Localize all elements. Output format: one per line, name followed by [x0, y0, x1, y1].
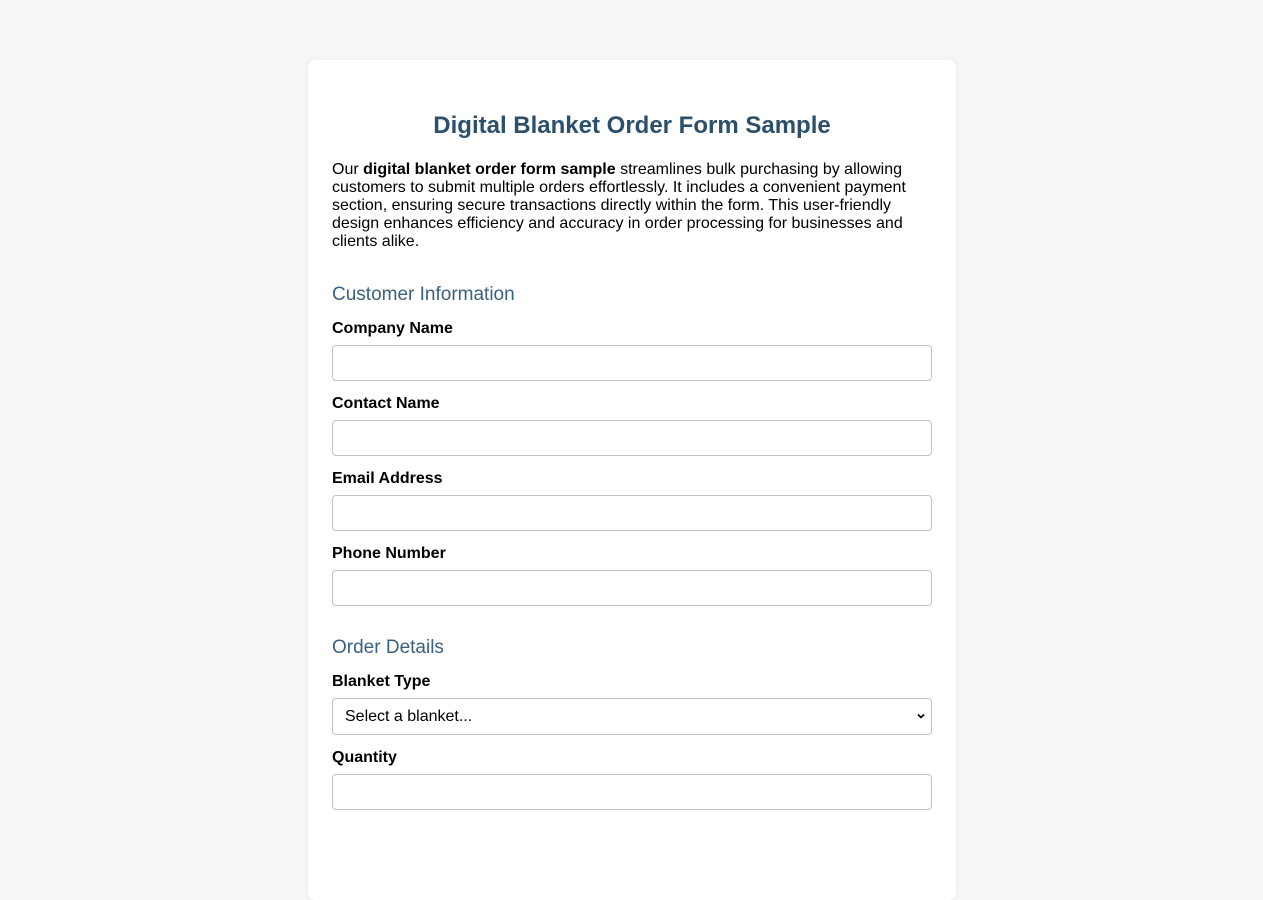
- blanket-type-select[interactable]: [332, 698, 932, 735]
- section-heading-order: Order Details: [332, 637, 444, 658]
- email-address-input[interactable]: [332, 495, 932, 531]
- blanket-type-selected-value: Select a blanket...: [345, 708, 473, 725]
- phone-number-label: Phone Number: [332, 545, 446, 562]
- contact-name-input[interactable]: [332, 420, 932, 456]
- order-form-card: [308, 60, 956, 900]
- contact-name-label: Contact Name: [332, 395, 440, 412]
- page-title: Digital Blanket Order Form Sample: [433, 112, 831, 139]
- company-name-input[interactable]: [332, 345, 932, 381]
- phone-number-input[interactable]: [332, 570, 932, 606]
- company-name-label: Company Name: [332, 320, 453, 337]
- quantity-input[interactable]: [332, 774, 932, 810]
- intro-prefix: Our: [332, 161, 364, 178]
- email-address-label: Email Address: [332, 470, 443, 487]
- intro-suffix: streamlines bulk purchasing by allowing customers to submit multiple orders effortlessly. It includes a convenient payment section, ensuring secure transactions directly within the form. This user-friendly design enhances efficiency and accuracy in order processing for businesses and clients alike.: [332, 161, 906, 250]
- intro-bold: digital blanket order form sample: [363, 161, 616, 178]
- quantity-label: Quantity: [332, 749, 397, 766]
- section-heading-customer: Customer Information: [332, 284, 515, 305]
- blanket-type-label: Blanket Type: [332, 673, 431, 690]
- intro-paragraph: [332, 161, 932, 251]
- chevron-down-icon: [917, 712, 925, 720]
